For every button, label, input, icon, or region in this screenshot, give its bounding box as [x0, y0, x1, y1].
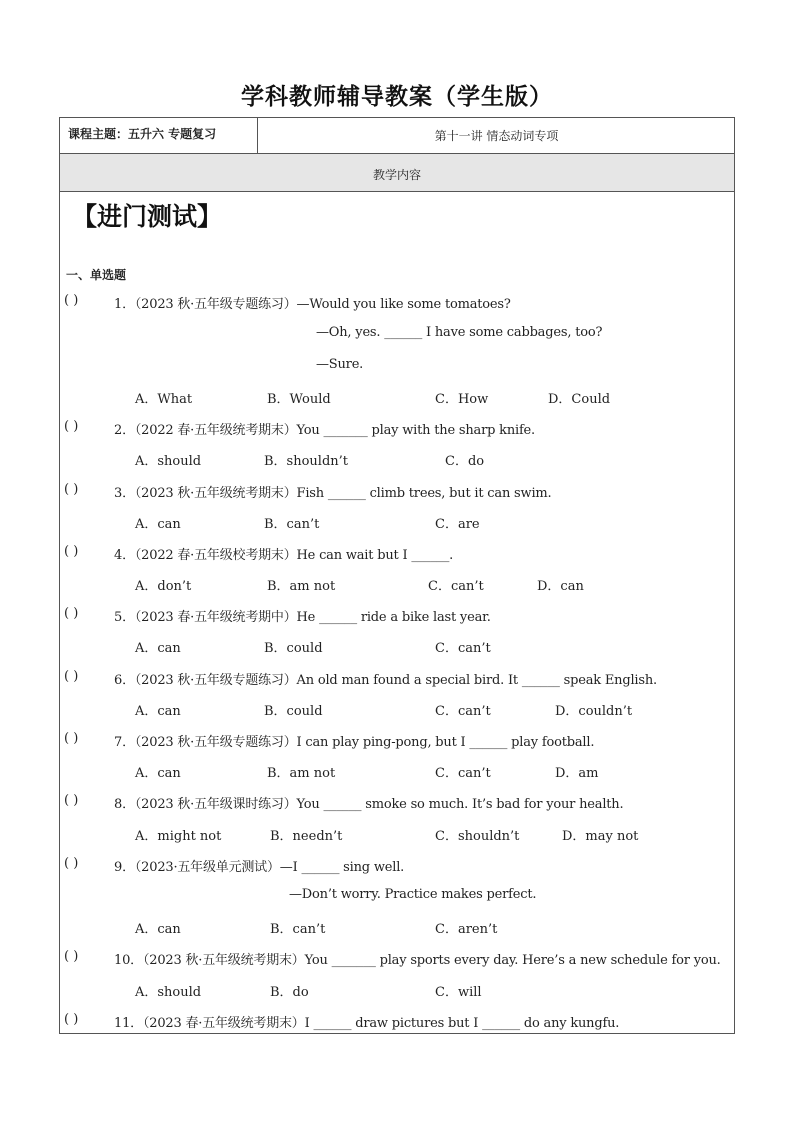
- option-c: C．can’t: [428, 579, 484, 594]
- content-label: 教学内容: [372, 168, 421, 182]
- answer-bracket: ( ): [64, 544, 79, 559]
- option-c: C．How: [435, 392, 489, 407]
- option-a: A．should: [135, 454, 202, 469]
- answer-bracket: ( ): [64, 606, 79, 621]
- option-a: A．can: [135, 766, 181, 781]
- dialogue-line: —Sure.: [316, 357, 364, 372]
- option-d: D．Could: [548, 392, 611, 407]
- option-b: B．could: [264, 641, 323, 656]
- option-b: B．am not: [267, 579, 336, 594]
- entry-test-heading: 【进门测试】: [72, 202, 223, 231]
- answer-bracket: ( ): [64, 856, 79, 871]
- option-b: B．needn’t: [270, 829, 343, 844]
- option-a: A．can: [135, 922, 181, 937]
- question-stem: 3．（2023 秋·五年级统考期末）Fish ______ climb trees, but it can swim.: [114, 486, 552, 501]
- question-stem: 8．（2023 秋·五年级课时练习）You ______ smoke so much. It’s bad for your health.: [114, 797, 624, 812]
- option-b: B．Would: [267, 392, 331, 407]
- option-d: D．can: [537, 579, 584, 594]
- question-stem: 10．（2023 秋·五年级统考期末）You _______ play sports every day. Here’s a new schedule for you.: [114, 953, 721, 968]
- option-c: C．can’t: [435, 641, 491, 656]
- course-topic: 课程主题：五升六 专题复习: [68, 127, 217, 141]
- answer-bracket: ( ): [64, 731, 79, 746]
- content-label-row: [60, 154, 734, 192]
- question-stem: 11．（2023 春·五年级统考期末）I ______ draw pictures but I ______ do any kungfu.: [114, 1016, 620, 1031]
- option-c: C．do: [445, 454, 485, 469]
- page-title: 学科教师辅导教案（学生版）: [241, 84, 553, 110]
- header-row: [60, 118, 734, 154]
- option-a: A．should: [135, 985, 202, 1000]
- option-d: D．couldn’t: [555, 704, 633, 719]
- question-stem: 7．（2023 秋·五年级专题练习）I can play ping-pong, but I ______ play football.: [114, 735, 595, 750]
- option-c: C．aren’t: [435, 922, 498, 937]
- answer-bracket: ( ): [64, 293, 79, 308]
- question-stem: 5．（2023 春·五年级统考期中）He ______ ride a bike last year.: [114, 610, 491, 625]
- option-d: D．may not: [562, 829, 639, 844]
- option-d: D．am: [555, 766, 599, 781]
- option-b: B．shouldn’t: [264, 454, 349, 469]
- option-a: A．don’t: [135, 579, 192, 594]
- answer-bracket: ( ): [64, 1012, 79, 1027]
- option-c: C．are: [435, 517, 480, 532]
- option-a: A．can: [135, 517, 181, 532]
- dialogue-line: —Oh, yes. ______ I have some cabbages, too?: [316, 325, 603, 340]
- question-stem: 4．（2022 春·五年级校考期末）He can wait but I ______.: [114, 548, 454, 563]
- option-c: C．can’t: [435, 766, 491, 781]
- option-c: C．can’t: [435, 704, 491, 719]
- answer-bracket: ( ): [64, 669, 79, 684]
- option-c: C．will: [435, 985, 482, 1000]
- option-b: B．do: [270, 985, 309, 1000]
- option-b: B．can’t: [270, 922, 326, 937]
- question-stem: 9．（2023·五年级单元测试）—I ______ sing well.: [114, 860, 405, 875]
- option-c: C．shouldn’t: [435, 829, 520, 844]
- option-a: A．can: [135, 641, 181, 656]
- question-stem: 2．（2022 春·五年级统考期末）You _______ play with the sharp knife.: [114, 423, 535, 438]
- question-stem: 6．（2023 秋·五年级专题练习）An old man found a special bird. It ______ speak English.: [114, 673, 657, 688]
- option-a: A．What: [135, 392, 193, 407]
- answer-bracket: ( ): [64, 482, 79, 497]
- answer-bracket: ( ): [64, 949, 79, 964]
- question-stem: 1．（2023 秋·五年级专题练习）—Would you like some tomatoes?: [114, 297, 511, 312]
- option-b: B．could: [264, 704, 323, 719]
- lesson-table: [59, 117, 735, 1034]
- option-a: A．might not: [135, 829, 222, 844]
- answer-bracket: ( ): [64, 419, 79, 434]
- lecture-title: 第十一讲 情态动词专项: [434, 129, 559, 143]
- option-a: A．can: [135, 704, 181, 719]
- dialogue-line: —Don’t worry. Practice makes perfect.: [289, 887, 537, 902]
- section-title: 一、单选题: [66, 268, 127, 282]
- answer-bracket: ( ): [64, 793, 79, 808]
- option-b: B．am not: [267, 766, 336, 781]
- option-b: B．can’t: [264, 517, 320, 532]
